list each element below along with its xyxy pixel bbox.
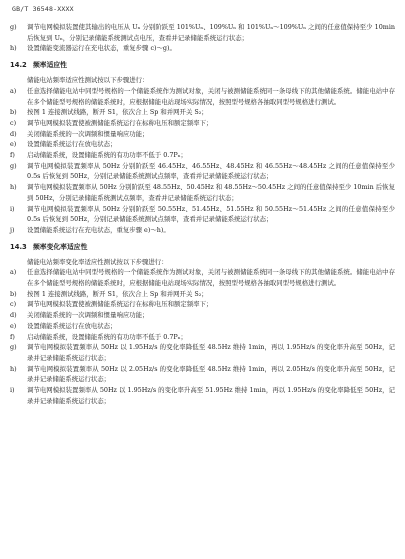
item-text: 调节电网模拟装置频率从 50Hz 以 1.95Hz/s 的变化率升高至 51.95Hz 维持 1min，再以 1.95Hz/s 的变化率降低至 50Hz，记录并记录储能系统运行状态；	[27, 386, 395, 405]
list-item	[10, 150, 395, 161]
item-text: 启动储能系统，设置储能系统的有功功率不低于 0.7Pₙ；	[27, 151, 187, 160]
list-item	[10, 289, 395, 300]
list-item	[10, 310, 395, 321]
item-label: e)	[10, 140, 17, 149]
item-text: 启动储能系统，设置储能系统的有功功率不低于 0.7Pₙ；	[27, 332, 187, 341]
list-item	[10, 43, 395, 54]
section-title: 频率变化率适应性	[33, 242, 88, 251]
list-item	[10, 86, 395, 107]
item-label: b)	[10, 289, 17, 298]
item-label: h)	[10, 364, 17, 373]
item-text: 调节电网模拟装置使被测储能系统运行在标称电压和额定频率下；	[27, 300, 213, 309]
document-header: GB/T 36548-XXXX	[12, 5, 74, 13]
item-text: 任意选择储能电站中同型号规格的一个储能系统作为测试对象，关闭与被测储能系统同一条母线下的其他储能系统。储能电站中存在多个储能型号规格的储能系统时，应根据储能电站现场实际情况，按照型号规格各抽取同型号规格进行测试。	[27, 86, 395, 106]
item-label: e)	[10, 321, 17, 330]
section-number: 14.2	[10, 61, 27, 70]
list-item	[10, 332, 395, 343]
item-text: 调节电网模拟装置频率从 50Hz 分别阶跃至 50.55Hz、51.45Hz、51.55Hz 和 50.55Hz～51.45Hz 之间的任意值保持至少 0.5s 后恢复到 50Hz，分别记录储能系统测试点频率，查看并记录储能系统运行状态；	[27, 204, 395, 224]
item-label: f)	[10, 332, 15, 341]
item-label: c)	[10, 300, 17, 309]
section-number: 14.3	[10, 242, 27, 251]
item-text: 任意选择储能电站中同型号规格的一个储能系统作为测试对象，关闭与被测储能系统同一条母线下的其他储能系统。储能电站中存在多个储能型号规格的储能系统时，应根据储能电站现场实际情况，按照型号规格各抽取同型号规格进行测试。	[27, 268, 395, 288]
list-item	[10, 107, 395, 118]
item-text: 设置储能系统运行在放电状态；	[27, 140, 117, 149]
list-item	[10, 267, 395, 288]
item-label: d)	[10, 311, 17, 320]
item-text: 调节电网模拟装置频率从 50Hz 分别阶跃至 46.45Hz、46.55Hz、48.45Hz 和 46.55Hz～48.45Hz 之间的任意值保持至少 0.5s 后恢复到 50Hz，分别记录储能系统测试点频率，查看并记录储能系统运行状态；	[27, 161, 395, 181]
list-item	[10, 161, 395, 182]
section-intro: 储能电站频率变化率适应性测试按以下步骤进行：	[27, 257, 168, 266]
item-text: 调节电网模拟装置频率从 50Hz 以 1.95Hz/s 的变化率降低至 48.5Hz 维持 1min，再以 1.95Hz/s 的变化率升高至 50Hz，记录并记录储能系统运行状态；	[27, 343, 395, 362]
item-label: d)	[10, 129, 17, 138]
list-item	[10, 204, 395, 225]
item-text: 按图 1 连接测试线路，断开 S1，依次合上 Sp 和并网开关 S₂；	[27, 289, 208, 298]
item-text: 调节电网模拟装置使其输出的电压从 Uₙ 分别阶跃至 101%Uₙ、109%Uₙ 和 101%Uₙ～109%Uₙ 之间的任意值保持至少 10min 后恢复到 Uₙ，分别记录储能系统测试点电压，查看并记录储能系统运行状态；	[27, 23, 395, 42]
item-label: j)	[10, 225, 15, 234]
item-label: f)	[10, 151, 15, 160]
list-item	[10, 225, 395, 236]
item-text: 关闭储能系统的一次调频和惯量响应功能；	[27, 129, 149, 138]
item-label: g)	[10, 23, 17, 31]
list-item	[10, 321, 395, 332]
page-content	[10, 22, 395, 407]
list-item	[10, 129, 395, 140]
item-text: 关闭储能系统的一次调频和惯量响应功能；	[27, 311, 149, 320]
list-item	[10, 118, 395, 129]
item-label: c)	[10, 118, 17, 127]
item-text: 设置储能变流器运行在充电状态，重复步骤 c)～g)。	[27, 44, 176, 53]
item-label: i)	[10, 386, 15, 395]
item-text: 按图 1 连接测试线路，断开 S1，依次合上 Sp 和并网开关 S₂；	[27, 108, 208, 117]
item-label: i)	[10, 204, 15, 213]
item-label: a)	[10, 268, 17, 277]
list-item	[10, 182, 395, 203]
section-intro: 储能电站频率适应性测试按以下步骤进行：	[27, 76, 149, 85]
list-item	[10, 22, 395, 43]
item-label: b)	[10, 108, 17, 117]
list-item	[10, 299, 395, 310]
section-heading	[10, 60, 395, 71]
item-label: h)	[10, 44, 17, 53]
section-title: 频率适应性	[33, 61, 67, 70]
section-heading	[10, 242, 395, 253]
item-label: h)	[10, 183, 17, 192]
item-text: 调节电网模拟装置使被测储能系统运行在标称电压和额定频率下；	[27, 118, 213, 127]
list-item	[10, 139, 395, 150]
item-label: a)	[10, 86, 17, 95]
item-label: g)	[10, 343, 17, 352]
item-text: 调节电网模拟装置频率从 50Hz 分别阶跃至 48.55Hz、50.45Hz 和 48.55Hz～50.45Hz 之间的任意值保持至少 10min 后恢复到 50Hz，分别记录储能系统测试点频率，查看并记录储能系统运行状态；	[27, 183, 395, 202]
list-item	[10, 364, 395, 385]
item-text: 调节电网模拟装置频率从 50Hz 以 2.05Hz/s 的变化率降低至 48.5Hz 维持 1min，再以 2.05Hz/s 的变化率升高至 50Hz，记录并记录储能系统运行状态；	[27, 364, 395, 384]
list-item	[10, 385, 395, 406]
item-label: g)	[10, 161, 17, 170]
item-text: 设置储能系统运行在充电状态，重复步骤 e)～h)。	[27, 225, 170, 234]
item-text: 设置储能系统运行在放电状态；	[27, 321, 117, 330]
list-item	[10, 342, 395, 363]
